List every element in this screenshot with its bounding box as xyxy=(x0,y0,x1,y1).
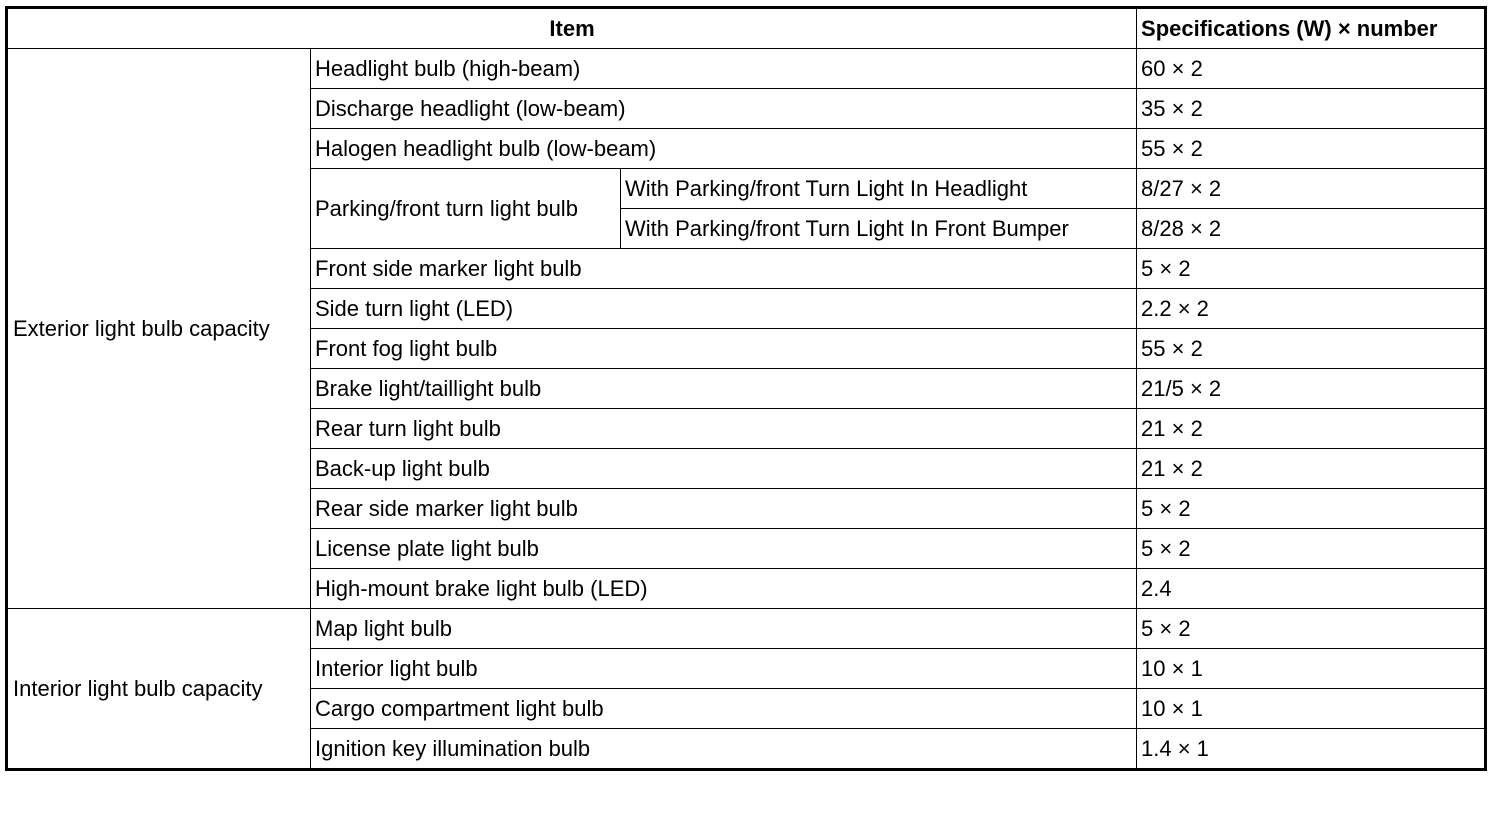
table-row xyxy=(7,609,1486,649)
item-cell: Headlight bulb (high-beam) xyxy=(311,49,1137,89)
spec-cell: 10 × 1 xyxy=(1137,649,1486,689)
item-cell: Back-up light bulb xyxy=(311,449,1137,489)
item-cell: Halogen headlight bulb (low-beam) xyxy=(311,129,1137,169)
item-cell: Rear side marker light bulb xyxy=(311,489,1137,529)
spec-cell: 55 × 2 xyxy=(1137,129,1486,169)
spec-cell: 5 × 2 xyxy=(1137,609,1486,649)
spec-cell: 1.4 × 1 xyxy=(1137,729,1486,770)
spec-cell: 60 × 2 xyxy=(1137,49,1486,89)
header-row xyxy=(7,8,1486,49)
item-cell: Ignition key illumination bulb xyxy=(311,729,1137,770)
spec-cell: 10 × 1 xyxy=(1137,689,1486,729)
spec-cell: 8/28 × 2 xyxy=(1137,209,1486,249)
spec-cell: 35 × 2 xyxy=(1137,89,1486,129)
item-cell-parking: Parking/front turn light bulb xyxy=(311,169,621,249)
spec-header: Specifications (W) × number xyxy=(1137,8,1486,49)
spec-cell: 2.2 × 2 xyxy=(1137,289,1486,329)
item-cell: Brake light/taillight bulb xyxy=(311,369,1137,409)
group-label-interior: Interior light bulb capacity xyxy=(7,609,311,770)
spec-cell: 5 × 2 xyxy=(1137,529,1486,569)
item-cell: Discharge headlight (low-beam) xyxy=(311,89,1137,129)
item-cell: Side turn light (LED) xyxy=(311,289,1137,329)
item-cell: Rear turn light bulb xyxy=(311,409,1137,449)
item-cell: Cargo compartment light bulb xyxy=(311,689,1137,729)
spec-cell: 21 × 2 xyxy=(1137,409,1486,449)
spec-cell: 2.4 xyxy=(1137,569,1486,609)
spec-cell: 5 × 2 xyxy=(1137,249,1486,289)
item-header: Item xyxy=(7,8,1137,49)
item-cell: License plate light bulb xyxy=(311,529,1137,569)
spec-cell: 5 × 2 xyxy=(1137,489,1486,529)
variant-cell: With Parking/front Turn Light In Headlight xyxy=(621,169,1137,209)
item-cell: High-mount brake light bulb (LED) xyxy=(311,569,1137,609)
item-cell: Interior light bulb xyxy=(311,649,1137,689)
item-cell: Map light bulb xyxy=(311,609,1137,649)
group-label-exterior: Exterior light bulb capacity xyxy=(7,49,311,609)
item-cell: Front fog light bulb xyxy=(311,329,1137,369)
spec-cell: 21/5 × 2 xyxy=(1137,369,1486,409)
spec-cell: 21 × 2 xyxy=(1137,449,1486,489)
bulb-spec-table xyxy=(5,6,1487,771)
variant-cell: With Parking/front Turn Light In Front Bumper xyxy=(621,209,1137,249)
table-row xyxy=(7,49,1486,89)
item-cell: Front side marker light bulb xyxy=(311,249,1137,289)
spec-cell: 55 × 2 xyxy=(1137,329,1486,369)
spec-cell: 8/27 × 2 xyxy=(1137,169,1486,209)
